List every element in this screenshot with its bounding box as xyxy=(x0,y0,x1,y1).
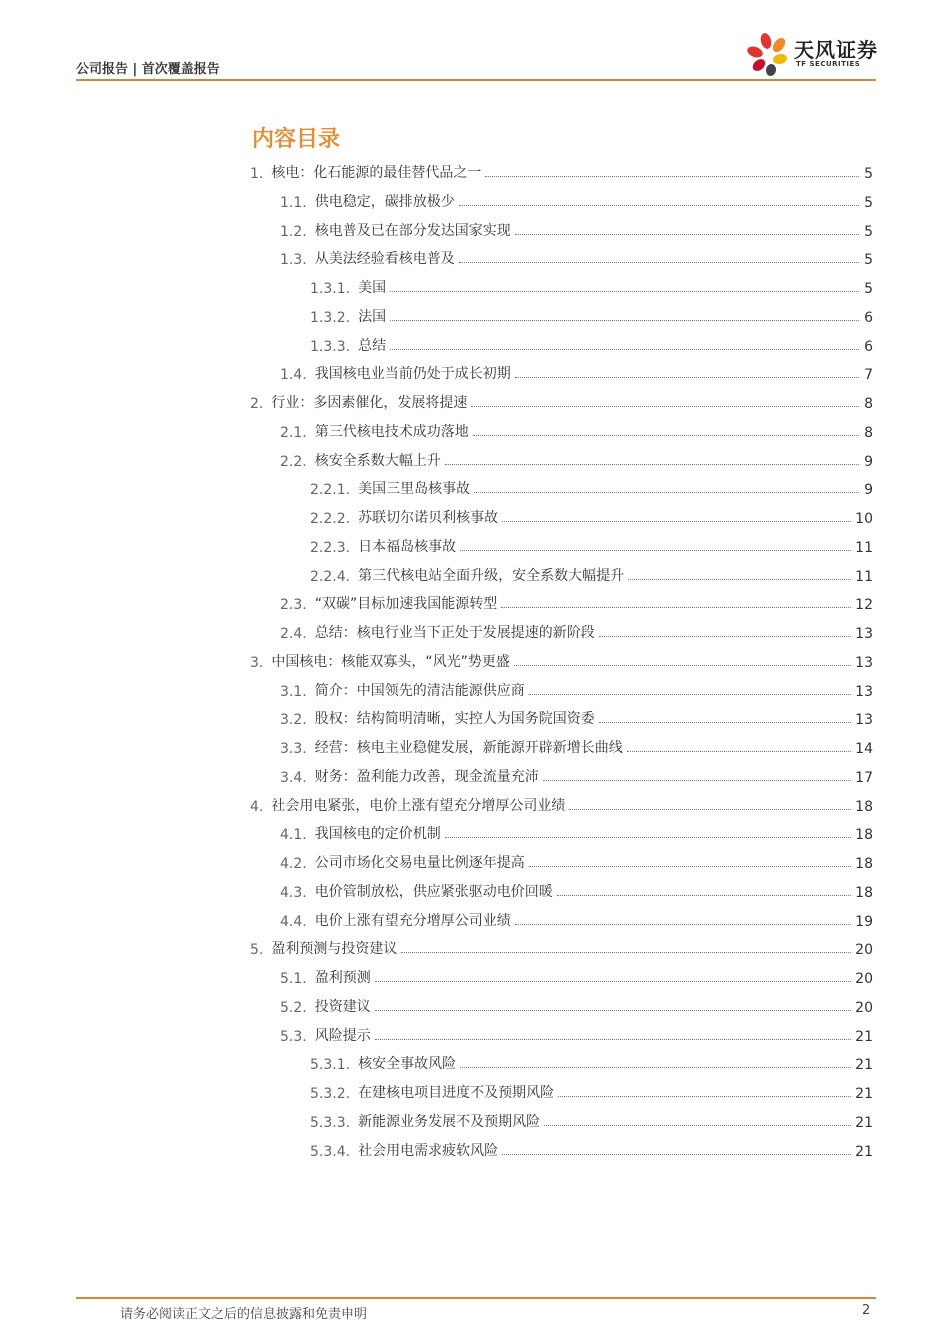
toc-dot-leader xyxy=(445,463,859,465)
toc-dot-leader xyxy=(501,606,851,608)
toc-entry-number: 3.4. xyxy=(280,769,307,786)
toc-entry-page: 5 xyxy=(864,166,873,182)
toc-entry-label: 股权：结构简明清晰，实控人为国务院国资委 xyxy=(314,711,595,728)
toc-entry-label: 核电普及已在部分发达国家实现 xyxy=(314,222,511,239)
toc-entry[interactable] xyxy=(250,216,873,240)
toc-entry-page: 14 xyxy=(855,741,873,757)
toc-entry[interactable] xyxy=(250,704,873,728)
toc-entry-number: 3.3. xyxy=(280,741,307,757)
toc-entry-number: 1.3. xyxy=(280,252,307,269)
toc-entry[interactable] xyxy=(250,934,873,958)
toc-entry[interactable] xyxy=(250,417,873,441)
toc-entry-page: 5 xyxy=(864,194,873,211)
toc-entry[interactable] xyxy=(250,992,873,1016)
toc-entry-label: 电价上涨有望充分增厚公司业绩 xyxy=(314,912,511,929)
toc-dot-leader xyxy=(569,808,851,810)
toc-entry-label: 经营：核电主业稳健发展，新能源开辟新增长曲线 xyxy=(314,740,623,756)
toc-entry-number: 2.2. xyxy=(280,453,307,470)
toc-dot-leader xyxy=(474,491,859,493)
toc-entry-number: 4.2. xyxy=(280,856,307,872)
toc-entry-page: 20 xyxy=(855,942,873,959)
toc-entry-number: 1.3.3. xyxy=(310,338,351,355)
toc-entry-number: 5. xyxy=(250,942,264,959)
toc-entry-label: 我国核电业当前仍处于成长初期 xyxy=(314,366,511,383)
flower-logo-icon xyxy=(746,32,792,78)
toc-entry-label: 苏联切尔诺贝利核事故 xyxy=(358,510,499,526)
toc-dot-leader xyxy=(375,980,851,982)
toc-entry-number: 2.4. xyxy=(280,626,307,642)
toc-entry-page: 17 xyxy=(855,769,873,786)
toc-entry-label: 在建核电项目进度不及预期风险 xyxy=(358,1085,555,1101)
toc-title: 内容目录 xyxy=(252,127,341,152)
toc-entry-number: 1.2. xyxy=(280,223,307,240)
toc-entry[interactable] xyxy=(250,532,873,556)
toc-dot-leader xyxy=(445,836,851,838)
toc-entry-label: 法国 xyxy=(358,308,387,325)
toc-entry-number: 5.2. xyxy=(280,999,307,1016)
toc-dot-leader xyxy=(460,549,851,551)
toc-entry-label: 财务：盈利能力改善，现金流量充沛 xyxy=(314,768,539,785)
toc-dot-leader xyxy=(544,1124,851,1126)
toc-entry[interactable] xyxy=(250,791,873,815)
toc-entry-number: 1.3.1. xyxy=(310,281,351,297)
toc-entry-number: 5.3.1. xyxy=(310,1057,351,1074)
footer-divider xyxy=(76,1297,876,1299)
toc-dot-leader xyxy=(390,348,859,350)
toc-entry-page: 20 xyxy=(855,971,873,987)
toc-entry[interactable] xyxy=(250,446,873,470)
toc-entry-label: 公司市场化交易电量比例逐年提高 xyxy=(314,855,525,871)
toc-entry-page: 19 xyxy=(855,913,873,930)
toc-dot-leader xyxy=(558,1095,851,1097)
toc-entry-page: 18 xyxy=(855,856,873,872)
toc-entry[interactable] xyxy=(250,244,873,268)
toc-entry-page: 9 xyxy=(864,482,873,499)
toc-dot-leader xyxy=(599,635,851,637)
toc-entry-label: 投资建议 xyxy=(314,998,371,1015)
toc-entry-page: 20 xyxy=(855,999,873,1016)
toc-entry-page: 5 xyxy=(864,223,873,240)
toc-dot-leader xyxy=(515,376,859,378)
footer-disclaimer: 请务必阅读正文之后的信息披露和免责申明 xyxy=(120,1307,368,1322)
toc-entry-label: 社会用电紧张，电价上涨有望充分增厚公司业绩 xyxy=(271,797,566,814)
toc-dot-leader xyxy=(459,261,859,263)
toc-entry-label: 总结：核电行业当下正处于发展提速的新阶段 xyxy=(314,625,595,641)
logo-name-en: TF SECURITIES xyxy=(796,60,861,68)
toc-entry-page: 21 xyxy=(855,1086,873,1102)
toc-entry-page: 18 xyxy=(855,884,873,901)
toc-dot-leader xyxy=(401,951,851,953)
toc-entry-label: 风险提示 xyxy=(314,1027,371,1044)
toc-entry-label: 核安全事故风险 xyxy=(358,1056,457,1073)
toc-entry[interactable] xyxy=(250,187,873,211)
toc-entry-number: 2.2.2. xyxy=(310,511,351,527)
toc-entry-number: 4.4. xyxy=(280,913,307,930)
toc-entry[interactable] xyxy=(250,388,873,412)
toc-dot-leader xyxy=(502,520,851,522)
toc-entry-label: 盈利预测 xyxy=(314,970,371,986)
toc-entry[interactable] xyxy=(250,1049,873,1073)
toc-entry-number: 2.2.1. xyxy=(310,482,351,499)
toc-dot-leader xyxy=(485,175,859,177)
toc-entry-page: 21 xyxy=(855,1143,873,1160)
toc-entry-number: 5.3.4. xyxy=(310,1143,351,1160)
toc-entry-page: 12 xyxy=(855,597,873,614)
toc-entry[interactable] xyxy=(250,848,873,872)
toc-dot-leader xyxy=(599,721,851,723)
toc-entry-label: 第三代核电站全面升级，安全系数大幅提升 xyxy=(358,567,625,584)
toc-entry-number: 5.3. xyxy=(280,1028,307,1045)
toc-entry[interactable] xyxy=(250,331,873,355)
toc-dot-leader xyxy=(515,233,859,235)
toc-entry[interactable] xyxy=(250,589,873,613)
toc-entry[interactable] xyxy=(250,1107,873,1131)
toc-entry-page: 13 xyxy=(855,626,873,642)
toc-dot-leader xyxy=(473,434,859,436)
toc-entry-label: 从美法经验看核电普及 xyxy=(314,251,455,268)
toc-dot-leader xyxy=(375,1038,851,1040)
toc-entry-page: 13 xyxy=(855,654,873,671)
toc-entry-number: 3.2. xyxy=(280,712,307,729)
toc-dot-leader xyxy=(390,319,859,321)
toc-entry[interactable] xyxy=(250,733,873,757)
toc-dot-leader xyxy=(390,290,859,292)
toc-entry-number: 2.2.4. xyxy=(310,568,351,585)
toc-entry[interactable] xyxy=(250,561,873,585)
toc-entry-label: 新能源业务发展不及预期风险 xyxy=(358,1113,541,1130)
toc-dot-leader xyxy=(459,204,859,206)
toc-dot-leader xyxy=(529,865,851,867)
toc-entry-page: 13 xyxy=(855,683,873,700)
toc-entry-number: 2.1. xyxy=(280,424,307,441)
toc-dot-leader xyxy=(628,578,851,580)
toc-entry-page: 21 xyxy=(855,1114,873,1131)
toc-dot-leader xyxy=(375,1009,851,1011)
report-type: 公司报告 | 首次覆盖报告 xyxy=(76,62,220,77)
toc-entry-page: 18 xyxy=(855,798,873,815)
toc-entry-number: 1.4. xyxy=(280,367,307,384)
toc-entry-page: 9 xyxy=(864,453,873,470)
toc-entry-label: 美国三里岛核事故 xyxy=(358,481,471,498)
toc-entry-label: “双碳”目标加速我国能源转型 xyxy=(314,596,498,613)
toc-entry[interactable] xyxy=(250,302,873,326)
toc-entry[interactable] xyxy=(250,1136,873,1160)
toc-entry-label: 核安全系数大幅上升 xyxy=(314,452,441,469)
toc-dot-leader xyxy=(471,405,859,407)
toc-entry-page: 21 xyxy=(855,1028,873,1045)
toc-entry[interactable] xyxy=(250,503,873,527)
toc-entry-page: 11 xyxy=(855,539,873,556)
toc-entry[interactable] xyxy=(250,647,873,671)
toc-entry[interactable] xyxy=(250,474,873,498)
toc-entry[interactable] xyxy=(250,618,873,642)
toc-entry-label: 简介：中国领先的清洁能源供应商 xyxy=(314,682,525,699)
toc-entry-number: 1.3.2. xyxy=(310,309,351,326)
toc-entry[interactable] xyxy=(250,273,873,297)
toc-entry[interactable] xyxy=(250,676,873,700)
toc-entry-page: 21 xyxy=(855,1057,873,1074)
toc-entry-label: 总结 xyxy=(358,337,387,354)
logo-name-cn: 天风证券 xyxy=(794,38,878,62)
toc-dot-leader xyxy=(515,923,851,925)
toc-entry-number: 2. xyxy=(250,396,264,412)
toc-entry-label: 行业：多因素催化，发展将提速 xyxy=(271,395,468,411)
toc-entry-page: 18 xyxy=(855,827,873,844)
toc-entry-page: 6 xyxy=(864,338,873,355)
toc-dot-leader xyxy=(460,1066,851,1068)
page-number: 2 xyxy=(862,1303,871,1318)
toc-entry-label: 中国核电：核能双寡头，“风光”势更盛 xyxy=(271,653,510,670)
header-divider xyxy=(76,79,876,81)
toc-entry-label: 核电：化石能源的最佳替代品之一 xyxy=(271,165,482,181)
toc-entry-number: 1.1. xyxy=(280,194,307,211)
page-header xyxy=(76,38,878,82)
toc-entry-page: 5 xyxy=(864,281,873,297)
toc-dot-leader xyxy=(557,894,851,896)
toc-entry-label: 社会用电需求疲软风险 xyxy=(358,1142,499,1159)
toc-entry[interactable] xyxy=(250,762,873,786)
toc-entry-label: 美国 xyxy=(358,280,387,296)
toc-entry-label: 电价管制放松，供应紧张驱动电价回暖 xyxy=(314,883,553,900)
toc-entry-page: 11 xyxy=(855,568,873,585)
toc-entry-page: 7 xyxy=(864,367,873,384)
toc-entry-label: 盈利预测与投资建议 xyxy=(271,941,398,958)
toc-entry-page: 10 xyxy=(855,511,873,527)
toc-entry-number: 5.1. xyxy=(280,971,307,987)
toc-entry-number: 5.3.3. xyxy=(310,1114,351,1131)
toc-entry[interactable] xyxy=(250,1021,873,1045)
toc-entry-number: 1. xyxy=(250,166,264,182)
toc-entry-label: 日本福岛核事故 xyxy=(358,538,457,555)
toc-entry-page: 13 xyxy=(855,712,873,729)
toc-entry-page: 5 xyxy=(864,252,873,269)
toc-entry-label: 第三代核电技术成功落地 xyxy=(314,423,469,440)
toc-dot-leader xyxy=(529,693,851,695)
toc-entry-page: 8 xyxy=(864,396,873,412)
toc-dot-leader xyxy=(502,1153,851,1155)
toc-entry[interactable] xyxy=(250,359,873,383)
toc-entry-number: 3.1. xyxy=(280,683,307,700)
toc-dot-leader xyxy=(543,779,851,781)
toc-dot-leader xyxy=(627,750,851,752)
toc-entry-label: 我国核电的定价机制 xyxy=(314,826,441,843)
toc-entry[interactable] xyxy=(250,1078,873,1102)
toc-entry[interactable] xyxy=(250,906,873,930)
toc-entry-number: 2.3. xyxy=(280,597,307,614)
toc-entry[interactable] xyxy=(250,877,873,901)
toc-entry[interactable] xyxy=(250,819,873,843)
toc-entry-page: 6 xyxy=(864,309,873,326)
toc-entry-number: 4. xyxy=(250,798,264,815)
company-logo xyxy=(746,32,876,78)
toc-entry[interactable] xyxy=(250,963,873,987)
toc-entry-number: 4.1. xyxy=(280,827,307,844)
toc-entry-number: 4.3. xyxy=(280,884,307,901)
toc-entry-number: 5.3.2. xyxy=(310,1086,351,1102)
toc-entry-number: 2.2.3. xyxy=(310,539,351,556)
toc-entry-page: 8 xyxy=(864,424,873,441)
toc-entry-number: 3. xyxy=(250,654,264,671)
toc-dot-leader xyxy=(514,664,851,666)
toc-entry[interactable] xyxy=(250,158,873,182)
toc-entry-label: 供电稳定，碳排放极少 xyxy=(314,193,455,210)
